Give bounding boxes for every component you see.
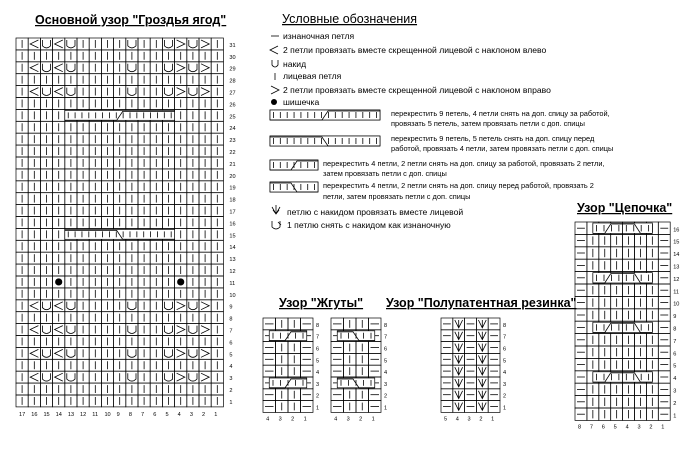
rezinka-yo-knit-mark [455,391,463,399]
legend [270,31,613,230]
rezinka-yo-knit-mark [478,320,486,328]
legend-slip-yo: 1 петлю снять с накидом как изнаночную [287,220,451,230]
main-yo-mark [67,373,75,381]
tsepochka-col-number: 2 [649,424,653,431]
main-row-number: 16 [229,221,236,228]
rezinka-yo-knit-mark [455,332,463,340]
main-row-number: 24 [229,126,236,133]
main-row-number: 25 [229,114,236,121]
main-row-number: 4 [229,364,233,371]
zhguty-chart-b [331,318,387,422]
rezinka-yo-knit-mark [478,391,486,399]
main-row-number: 6 [229,340,233,347]
zhguty-chart-a-row-number: 2 [316,393,320,400]
rezinka-row-number: 4 [503,370,507,377]
main-yo-mark [189,373,197,381]
main-k2tog-right-mark [177,88,185,96]
tsepochka-col-number: 6 [601,424,605,431]
main-row-number: 22 [229,150,236,157]
main-yo-mark [67,326,75,334]
main-k2tog-left-mark [30,326,38,334]
main-k2tog-left-mark [30,302,38,310]
rezinka-col-number: 1 [491,416,495,423]
main-k2tog-left-mark [30,88,38,96]
main-k2tog-right-mark [177,40,185,48]
main-k2tog-left-mark [30,349,38,357]
main-yo-mark [128,40,136,48]
main-yo-mark [42,40,50,48]
main-col-number: 3 [189,411,193,418]
tsepochka-col-number: 1 [661,424,665,431]
main-yo-mark [164,64,172,72]
main-yo-mark [164,40,172,48]
main-row-number: 8 [229,316,233,323]
legend-purl: изнаночная петля [283,31,355,41]
zhguty-chart-b-row-number: 4 [384,370,388,377]
main-yo-mark [164,349,172,357]
main-col-number: 2 [202,411,206,418]
main-yo-mark [67,349,75,357]
rezinka-chart [441,318,506,422]
legend-cable4-front-1: перекрестить 4 петли, 2 петли снять на доп. спицу перед работой, провязать 2 [323,181,594,190]
legend-yo-knit: петлю с накидом провязать вместе лицевой [287,207,464,217]
main-col-number: 6 [153,411,157,418]
rezinka-row-number: 8 [503,322,507,329]
zhguty-chart-b-row-number: 8 [384,322,388,329]
main-yo-mark [189,326,197,334]
main-row-number: 23 [229,138,236,145]
main-row-number: 18 [229,197,236,204]
main-col-number: 11 [92,411,99,418]
main-yo-mark [67,88,75,96]
tsepochka-row-number: 3 [673,388,677,395]
main-k2tog-right-mark [177,326,185,334]
main-chart-title: Основной узор "Гроздья ягод" [35,13,227,27]
main-col-number: 9 [116,411,120,418]
legend-title: Условные обозначения [282,12,418,26]
main-yo-mark [67,40,75,48]
main-row-number: 27 [229,90,236,97]
tsepochka-col-number: 7 [589,424,593,431]
tsepochka-row-number: 1 [673,413,677,420]
zhguty-title: Узор "Жгуты" [279,296,364,310]
zhguty-chart-b-row-number: 5 [384,358,388,365]
rezinka-col-number: 3 [467,416,471,423]
zhguty-chart-a-row-number: 7 [316,334,320,341]
main-k2tog-right-mark [201,349,209,357]
zhguty-chart-b-col-number: 3 [346,416,350,423]
main-row-number: 13 [229,257,236,264]
main-row-number: 30 [229,54,236,61]
rezinka-yo-knit-mark [455,344,463,352]
tsepochka-row-number: 16 [673,227,680,234]
main-col-number: 17 [19,411,26,418]
main-yo-mark [128,326,136,334]
rezinka-yo-knit-mark [455,379,463,387]
main-yo-mark [164,326,172,334]
main-row-number: 15 [229,233,236,240]
tsepochka-col-number: 3 [637,424,641,431]
tsepochka-title: Узор "Цепочка" [577,201,673,215]
main-yo-mark [42,302,50,310]
rezinka-yo-knit-mark [455,403,463,411]
main-yo-mark [67,302,75,310]
legend-cable9-front-2: работой, провязать 4 петли, затем провязать петли с доп. спицы [391,144,614,153]
main-k2tog-right-mark [177,349,185,357]
main-yo-mark [42,373,50,381]
main-yo-mark [42,349,50,357]
legend-k2tog-right: 2 петли провязать вместе скрещенной лицевой с наклоном вправо [283,85,551,95]
tsepochka-col-number: 4 [625,424,629,431]
main-k2tog-right-mark [201,40,209,48]
legend-cable9-back-1: перекрестить 9 петель, 4 петли снять на доп. спицу за работой, [391,109,610,118]
main-row-number: 3 [229,376,233,383]
bobble-symbol [271,99,277,105]
main-k2tog-left-mark [55,64,63,72]
main-col-number: 7 [141,411,145,418]
main-row-number: 5 [229,352,233,359]
legend-cable4-back-2: затем провязать петли с доп. спицы [323,169,447,178]
main-yo-mark [128,64,136,72]
tsepochka-row-number: 7 [673,338,677,345]
k2tog-right-symbol [271,86,279,94]
rezinka-yo-knit-mark [455,367,463,375]
main-k2tog-left-mark [55,326,63,334]
main-yo-mark [189,40,197,48]
zhguty-chart-a-col-number: 2 [291,416,295,423]
rezinka-yo-knit-mark [478,403,486,411]
main-row-number: 21 [229,161,236,168]
main-col-number: 14 [55,411,62,418]
main-col-number: 16 [31,411,38,418]
rezinka-title: Узор "Полупатентная резинка" [386,296,577,310]
legend-yo: накид [283,59,307,69]
main-row-number: 14 [229,245,236,252]
legend-k2tog-left: 2 петли провязать вместе скрещенной лицевой с наклоном влево [283,45,547,55]
main-col-number: 4 [177,411,181,418]
main-col-number: 12 [80,411,87,418]
main-yo-mark [128,349,136,357]
main-k2tog-left-mark [30,64,38,72]
legend-cable4-front-2: петли, затем провязать петли с доп. спицы [323,192,471,201]
main-row-number: 28 [229,78,236,85]
zhguty-chart-b-col-number: 4 [334,416,338,423]
rezinka-col-number: 4 [455,416,459,423]
main-yo-mark [189,302,197,310]
main-yo-mark [42,326,50,334]
main-col-number: 15 [43,411,50,418]
rezinka-yo-knit-mark [478,355,486,363]
main-row-number: 26 [229,102,236,109]
zhguty-chart-a-row-number: 5 [316,358,320,365]
tsepochka-row-number: 8 [673,326,677,333]
main-col-number: 10 [104,411,111,418]
zhguty-chart-b-row-number: 3 [384,381,388,388]
main-bobble-mark [177,278,184,285]
main-row-number: 31 [229,42,236,49]
main-k2tog-left-mark [55,40,63,48]
rezinka-yo-knit-mark [455,355,463,363]
main-row-number: 7 [229,328,233,335]
zhguty-chart-b-row-number: 1 [384,405,388,412]
main-k2tog-left-mark [55,88,63,96]
main-k2tog-left-mark [55,302,63,310]
yo-symbol [272,60,278,67]
main-yo-mark [128,373,136,381]
zhguty-chart-b-col-number: 2 [359,416,363,423]
main-yo-mark [164,302,172,310]
zhguty-chart-a-col-number: 4 [266,416,270,423]
main-row-number: 17 [229,209,236,216]
main-k2tog-right-mark [201,302,209,310]
tsepochka-row-number: 9 [673,314,677,321]
main-yo-mark [128,302,136,310]
zhguty-chart-a-row-number: 8 [316,322,320,329]
zhguty-chart-b-row-number: 6 [384,346,388,353]
zhguty-chart-b-row-number: 7 [384,334,388,341]
main-k2tog-right-mark [201,326,209,334]
rezinka-yo-knit-mark [478,344,486,352]
k2tog-left-symbol [270,46,278,54]
main-k2tog-left-mark [30,373,38,381]
slip-yo-symbol [272,221,281,229]
main-k2tog-left-mark [55,349,63,357]
legend-bobble: шишечка [283,97,320,107]
tsepochka-chart [575,222,679,430]
tsepochka-col-number: 5 [613,424,617,431]
main-yo-mark [42,88,50,96]
legend-knit: лицевая петля [283,71,342,81]
rezinka-row-number: 7 [503,334,507,341]
main-bobble-mark [55,278,62,285]
main-row-number: 9 [229,304,233,311]
main-k2tog-right-mark [177,64,185,72]
tsepochka-row-number: 12 [673,276,680,283]
main-k2tog-left-mark [30,40,38,48]
legend-cable9-back-2: провязать 5 петель, затем провязать петли с доп. спицы [391,119,585,128]
tsepochka-row-number: 14 [673,252,680,259]
rezinka-row-number: 5 [503,358,507,365]
legend-cable4-back-1: перекрестить 4 петли, 2 петли снять на доп. спицу за работой, провязать 2 петли, [323,159,605,168]
main-col-number: 13 [67,411,75,418]
zhguty-chart-a-row-number: 1 [316,405,320,412]
main-yo-mark [128,88,136,96]
tsepochka-row-number: 5 [673,363,677,370]
rezinka-row-number: 2 [503,393,507,400]
main-k2tog-right-mark [201,373,209,381]
main-col-number: 5 [165,411,169,418]
main-row-number: 19 [229,185,236,192]
zhguty-chart-a-col-number: 3 [278,416,282,423]
main-yo-mark [164,88,172,96]
zhguty-chart-a-row-number: 4 [316,370,320,377]
main-k2tog-right-mark [201,64,209,72]
main-yo-mark [189,88,197,96]
legend-cable9-front-1: перекрестить 9 петель, 5 петель снять на доп. спицу перед [391,134,595,143]
tsepochka-row-number: 6 [673,351,677,358]
main-yo-mark [164,373,172,381]
main-yo-mark [42,64,50,72]
zhguty-chart-b-col-number: 1 [371,416,375,423]
zhguty-chart-a-row-number: 3 [316,381,320,388]
zhguty-chart-a-row-number: 6 [316,346,320,353]
main-k2tog-right-mark [201,88,209,96]
rezinka-yo-knit-mark [478,332,486,340]
rezinka-yo-knit-mark [478,367,486,375]
main-row-number: 20 [229,173,236,180]
tsepochka-row-number: 4 [673,376,677,383]
rezinka-col-number: 5 [443,416,448,423]
main-row-number: 10 [229,292,236,299]
tsepochka-row-number: 13 [673,264,680,271]
tsepochka-row-number: 2 [673,400,677,407]
zhguty-chart-a [263,318,319,422]
rezinka-row-number: 3 [503,381,507,388]
main-k2tog-right-mark [177,373,185,381]
main-k2tog-left-mark [55,373,63,381]
rezinka-row-number: 6 [503,346,507,353]
main-yo-mark [189,349,197,357]
main-k2tog-right-mark [177,302,185,310]
yo-knit-symbol [272,205,280,214]
main-row-number: 12 [229,269,236,276]
rezinka-yo-knit-mark [478,379,486,387]
main-yo-mark [189,64,197,72]
rezinka-col-number: 2 [479,416,483,423]
main-yo-mark [67,64,75,72]
tsepochka-row-number: 10 [673,301,680,308]
main-col-number: 8 [128,411,132,418]
main-row-number: 2 [229,388,233,395]
main-col-number: 1 [214,411,218,418]
main-row-number: 11 [229,280,236,287]
tsepochka-col-number: 8 [577,424,582,431]
rezinka-row-number: 1 [503,405,507,412]
tsepochka-row-number: 11 [673,289,680,296]
main-row-number: 1 [229,399,233,406]
main-row-number: 29 [229,66,236,73]
main-chart [16,38,236,418]
tsepochka-row-number: 15 [673,239,680,246]
zhguty-chart-a-col-number: 1 [303,416,307,423]
zhguty-chart-b-row-number: 2 [384,393,388,400]
rezinka-yo-knit-mark [455,320,463,328]
